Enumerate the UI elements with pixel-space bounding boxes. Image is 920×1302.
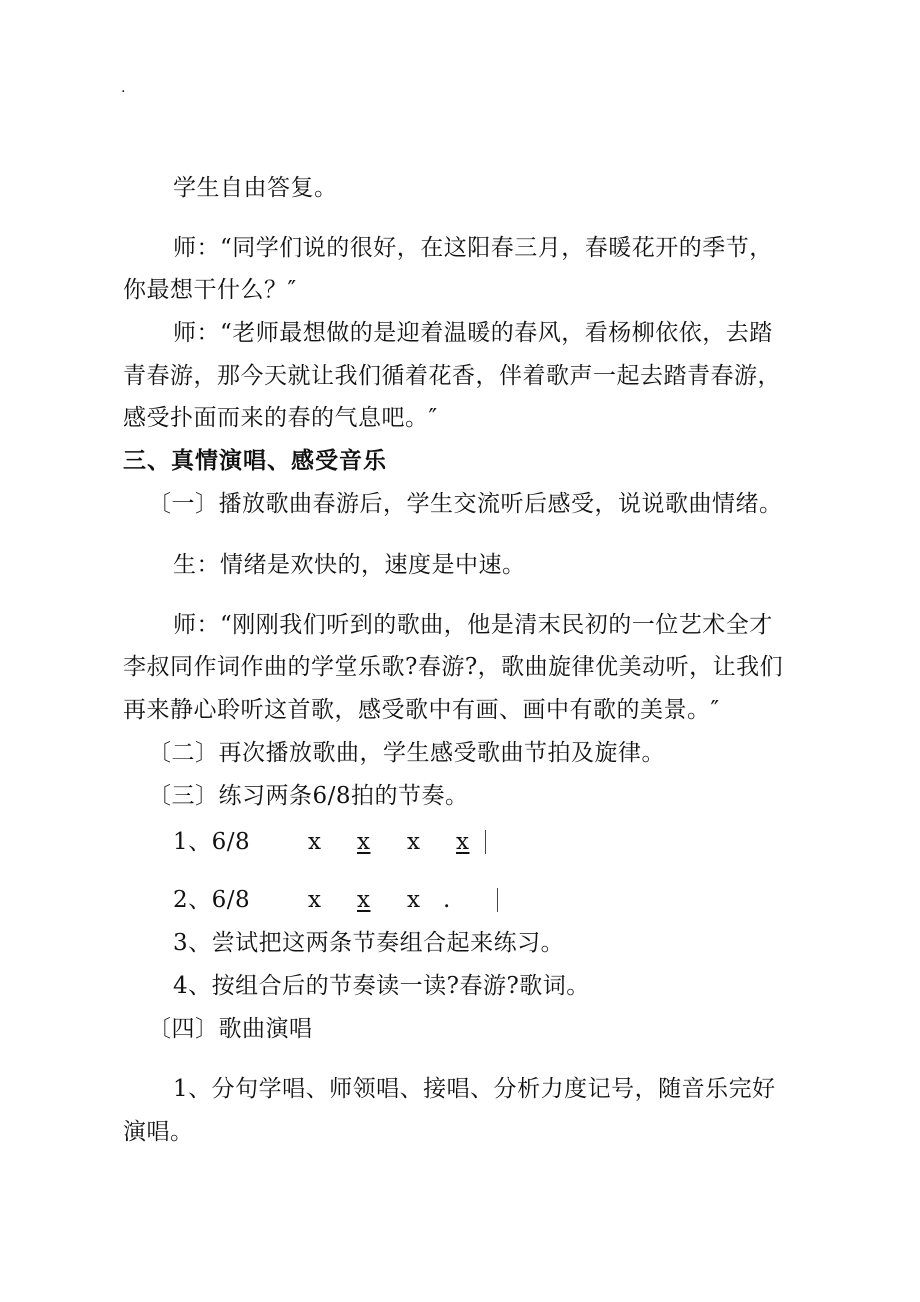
rhythm-line-2 <box>173 885 573 915</box>
para-teacher-1: 师：“同学们说的很好，在这阳春三月，春暖花开的季节， <box>173 235 773 261</box>
rhythm-note: x <box>407 829 421 855</box>
rhythm-note-underlined: x <box>456 829 470 855</box>
rhythm-note-underlined: x <box>357 887 371 913</box>
para-teacher-2: 师：“老师最想做的是迎着温暖的春风，看杨柳依依，去踏 <box>173 320 773 346</box>
para-teacher-1-cont: 你最想干什么？″ <box>123 277 297 303</box>
rhythm-label: 2、6/8 <box>173 887 251 913</box>
para-item-3: 3、尝试把这两条节奏组合起来练习。 <box>173 930 565 956</box>
rhythm-note-underlined: x <box>357 829 371 855</box>
para-step-4: 〔四〕歌曲演唱 <box>148 1016 313 1042</box>
barline <box>485 830 486 854</box>
para-student-answer: 生：情绪是欢快的，速度是中速。 <box>173 552 526 578</box>
rhythm-line-1 <box>173 827 573 857</box>
section-heading-3: 三、真情演唱、感受音乐 <box>123 448 387 474</box>
para-step-2: 〔二〕再次播放歌曲，学生感受歌曲节拍及旋律。 <box>148 740 665 766</box>
para-student-reply: 学生自由答复。 <box>173 175 338 201</box>
para-song-1-cont: 演唱。 <box>123 1119 194 1145</box>
rhythm-note: x <box>308 829 322 855</box>
rhythm-note: x <box>407 887 421 913</box>
para-teacher-2-cont2: 感受扑面而来的春的气息吧。″ <box>123 405 438 431</box>
para-step-1: 〔一〕播放歌曲春游后，学生交流听后感受，说说歌曲情绪。 <box>148 491 783 517</box>
rhythm-label: 1、6/8 <box>173 829 251 855</box>
para-song-1: 1、分句学唱、师领唱、接唱、分析力度记号，随音乐完好 <box>173 1076 776 1102</box>
para-step-3: 〔三〕练习两条6/8拍的节奏。 <box>148 783 469 809</box>
para-item-4: 4、按组合后的节奏读一读?春游?歌词。 <box>173 973 590 999</box>
para-teacher-3-cont2: 再来静心聆听这首歌，感受歌中有画、画中有歌的美景。″ <box>123 697 720 723</box>
rhythm-note: x <box>308 887 322 913</box>
barline <box>497 888 498 912</box>
para-teacher-3-cont1: 李叔同作词作曲的学堂乐歌?春游?，歌曲旋律优美动听，让我们 <box>123 654 784 680</box>
para-teacher-2-cont1: 青春游，那今天就让我们循着花香，伴着歌声一起去踏青春游， <box>123 363 781 389</box>
para-teacher-3: 师：“刚刚我们听到的歌曲，他是清末民初的一位艺术全才 <box>173 612 773 638</box>
rhythm-dot: . <box>443 887 451 913</box>
page-dot: . <box>121 80 126 96</box>
